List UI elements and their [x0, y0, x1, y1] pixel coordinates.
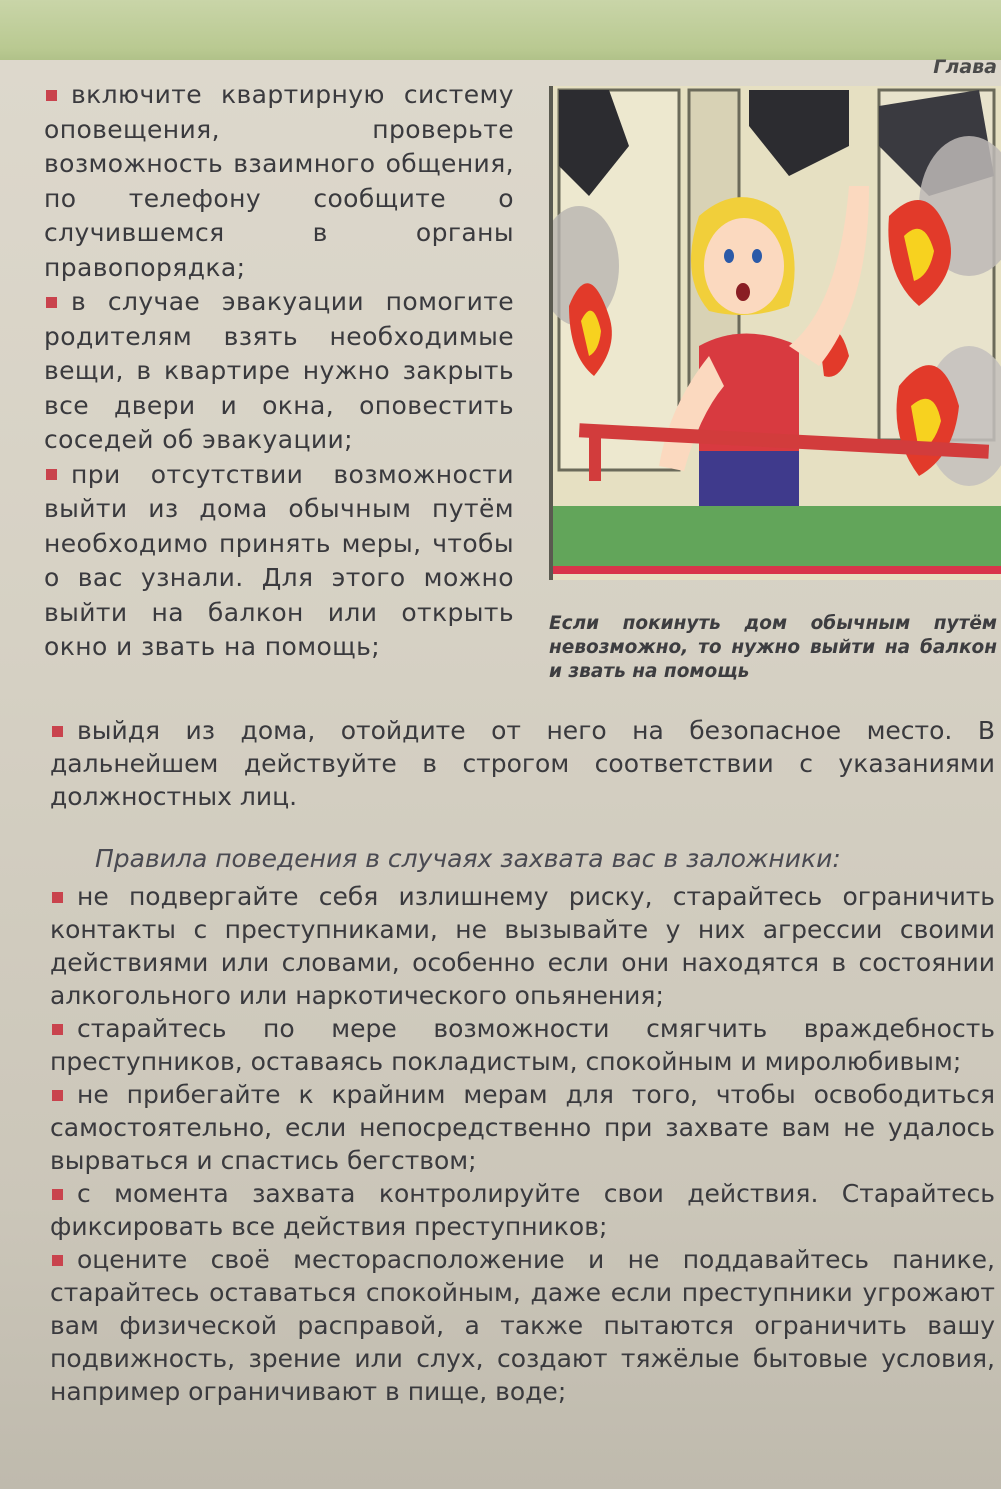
bullet-square-icon: [52, 892, 63, 903]
list-item: [50, 1177, 995, 1243]
list-item-text: в случае эвакуации помогите родителям взять необходимые вещи, в квартире нужно закрыть все двери и окна, оповестить соседей об эвакуации;: [44, 287, 514, 454]
list-item-text: не подвергайте себя излишнему риску, старайтесь ограничить контакты с преступниками, не вызывайте у них агрессии своими действиями или словами, особенно если они находятся в состоянии алкогольного или наркотического опьянения;: [50, 882, 995, 1010]
list-item: [50, 1012, 995, 1078]
list-item-text: с момента захвата контролируйте свои действия. Старайтесь фиксировать все действия преступников;: [50, 1179, 995, 1241]
list-item-text: выйдя из дома, отойдите от него на безопасное место. В дальнейшем действуйте в строгом соответствии с указаниями должностных лиц.: [50, 716, 995, 811]
list-item-text: оцените своё месторасположение и не поддавайтесь панике, старайтесь оставаться спокойным, даже если преступники угрожают вам физической расправой, а также пытаются ограничить вашу подвижность, зрение или слух, создают тяжёлые бытовые условия, например ограничивают в пище, воде;: [50, 1245, 995, 1406]
chapter-header: Глава: [933, 56, 997, 78]
illustration-caption: Если покинуть дом обычным путём невозможно, то нужно выйти на балкон и звать на помощь: [549, 613, 997, 682]
list-item-text: не прибегайте к крайним мерам для того, чтобы освободиться самостоятельно, если непосредственно при захвате вам не удалось вырваться и спастись бегством;: [50, 1080, 995, 1175]
list-item: [50, 880, 995, 1012]
bullet-square-icon: [52, 726, 63, 737]
balcony-fire-illustration: [549, 86, 1001, 580]
list-item-text: включите квартирную систему оповещения, проверьте возможность взаимного общения, по телефону сообщите о случившемся в органы правопорядка;: [44, 80, 514, 282]
list-item-text: старайтесь по мере возможности смягчить враждебность преступников, оставаясь покладистым, спокойным и миролюбивым;: [50, 1014, 995, 1076]
bullet-square-icon: [52, 1189, 63, 1200]
hostage-rules-list: [50, 880, 995, 1408]
bullet-square-icon: [46, 90, 57, 101]
hostage-rules-heading: Правила поведения в случаях захвата вас в заложники:: [95, 844, 841, 873]
exit-item: [50, 714, 995, 813]
bullet-square-icon: [52, 1255, 63, 1266]
bullet-square-icon: [46, 297, 57, 308]
list-item: [50, 714, 995, 813]
list-item: [44, 78, 514, 285]
list-item: [50, 1078, 995, 1177]
bullet-square-icon: [52, 1024, 63, 1035]
list-item: [44, 458, 514, 665]
list-item: [44, 285, 514, 458]
bullet-square-icon: [46, 469, 57, 480]
list-item: [50, 1243, 995, 1408]
evacuation-list: [44, 78, 514, 665]
list-item-text: при отсутствии возможности выйти из дома обычным путём необходимо принять меры, чтобы о вас узнали. Для этого можно выйти на балкон или открыть окно и звать на помощь;: [44, 459, 514, 661]
bullet-square-icon: [52, 1090, 63, 1101]
